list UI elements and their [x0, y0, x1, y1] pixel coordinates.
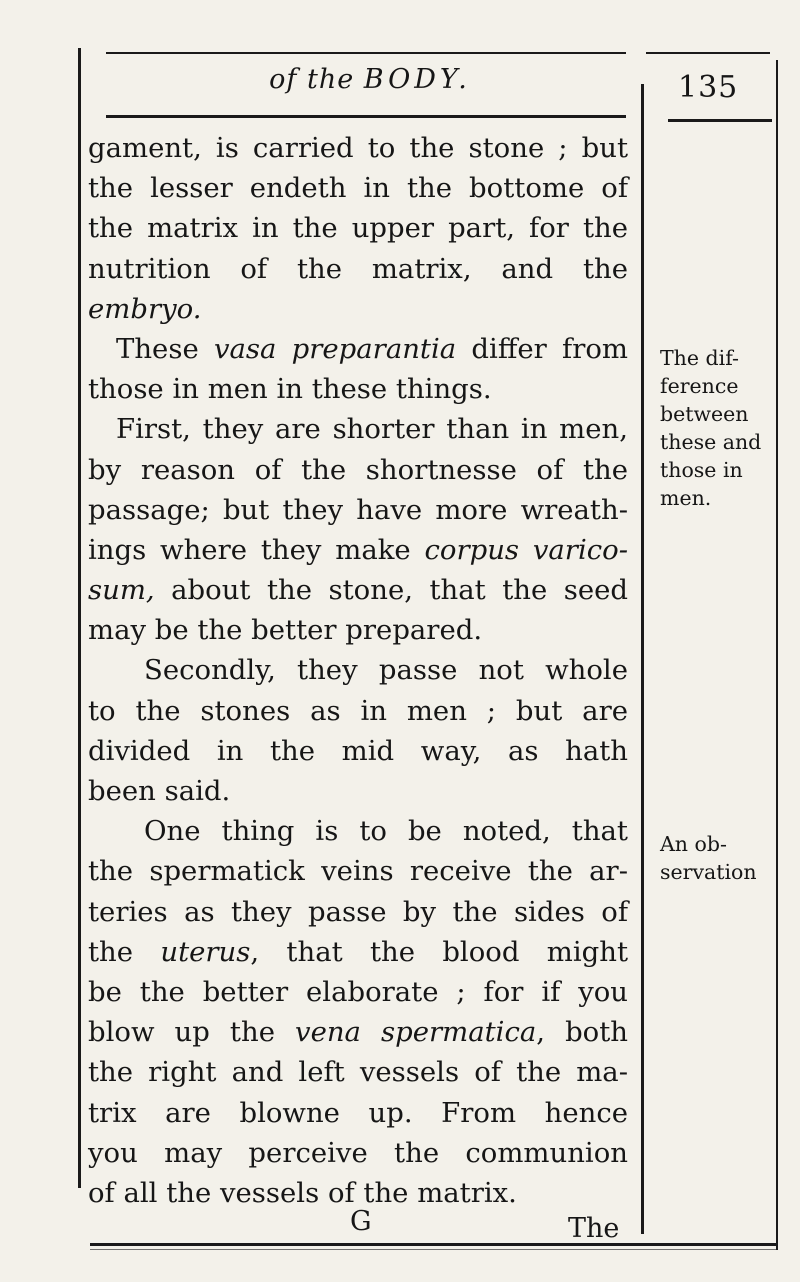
text-line: gament, is carried to the stone ; but — [88, 132, 628, 164]
text-line: the spermatick veins receive the ar- — [88, 855, 628, 888]
italic-term: uterus — [160, 935, 251, 968]
margin-note-difference — [660, 344, 761, 512]
top-rule — [106, 52, 626, 54]
text-line: those in men in these things. — [88, 373, 492, 406]
margin-note-line: between — [660, 402, 749, 426]
text-line: ings where they make corpus varico- — [88, 533, 628, 566]
text-line: the uterus, that the blood might — [88, 935, 628, 968]
running-head-prefix: of the — [269, 64, 355, 95]
margin-note-observation — [660, 830, 757, 886]
text-line: been said. — [88, 775, 231, 807]
text-line: the lesser endeth in the bottome of — [88, 172, 628, 205]
signature-mark: G — [350, 1206, 372, 1237]
text-line: of all the vessels of the matrix. — [88, 1176, 517, 1209]
top-margin-rule — [646, 52, 770, 54]
running-head — [150, 64, 590, 95]
margin-note-line: ference — [660, 374, 739, 398]
text-line: the right and left vessels of the ma- — [88, 1056, 628, 1089]
column-divider-rule — [641, 84, 644, 1234]
running-head-title: BODY. — [363, 64, 471, 95]
margin-note-line: these and — [660, 430, 762, 454]
margin-note-line: An ob- — [660, 832, 727, 856]
text-line: One thing is to be noted, that — [144, 815, 628, 848]
italic-term: sum, — [88, 574, 155, 607]
italic-term: corpus varico- — [424, 533, 628, 566]
text-line: embryo. — [88, 292, 202, 325]
text-line: to the stones as in men ; but are — [88, 694, 628, 727]
margin-note-line: servation — [660, 860, 757, 884]
bottom-rule-thin — [90, 1249, 778, 1250]
text-line: First, they are shorter than in men, — [116, 413, 628, 446]
catchword: The — [568, 1213, 620, 1244]
right-frame-rule — [776, 60, 778, 1250]
text-line: by reason of the shortnesse of the — [88, 453, 628, 486]
text-line: Secondly, they passe not whole — [144, 654, 628, 687]
left-frame-rule — [78, 48, 81, 1188]
margin-header-rule — [668, 119, 772, 122]
page-number: 135 — [678, 70, 739, 105]
margin-note-line: The dif- — [660, 346, 739, 370]
bottom-rule — [90, 1243, 778, 1246]
text-line: sum, about the stone, that the seed — [88, 574, 628, 607]
text-line: nutrition of the matrix, and the — [88, 252, 628, 285]
margin-note-line: those in — [660, 458, 743, 482]
text-line: trix are blowne up. From hence — [88, 1096, 628, 1129]
margin-note-line: men. — [660, 486, 712, 510]
text-line: be the better elaborate ; for if you — [88, 975, 628, 1008]
text-line: teries as they passe by the sides of — [88, 895, 628, 928]
header-rule — [106, 115, 626, 118]
text-line: may be the better prepared. — [88, 614, 483, 647]
text-line: These vasa preparantia differ from — [116, 332, 628, 365]
text-line: you may perceive the communion — [88, 1136, 628, 1169]
main-text-block — [88, 128, 628, 1213]
text-line: passage; but they have more wreath- — [88, 493, 628, 526]
italic-term: vasa preparantia — [213, 332, 457, 365]
text-line: the matrix in the upper part, for the — [88, 212, 628, 245]
text-line: divided in the mid way, as hath — [88, 734, 628, 767]
text-line: blow up the vena spermatica, both — [88, 1016, 628, 1049]
italic-term: vena spermatica — [295, 1016, 537, 1049]
